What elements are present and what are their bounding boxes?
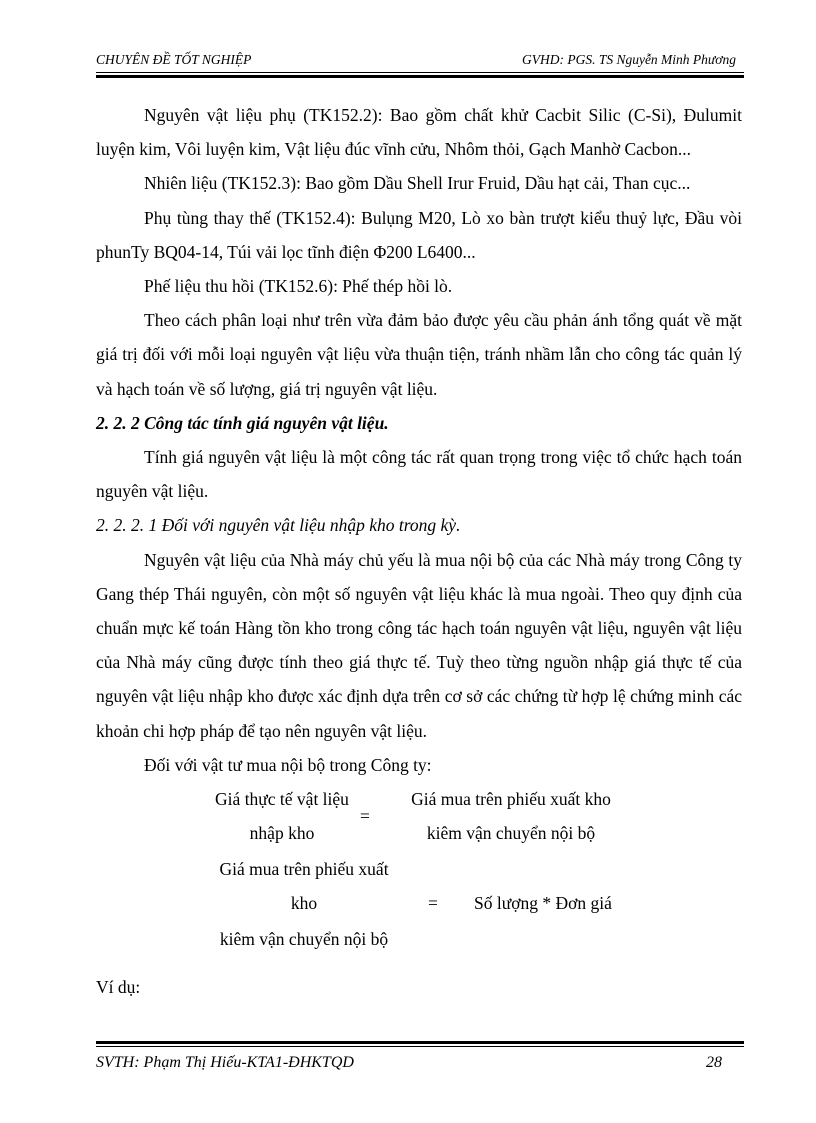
- paragraph-internal-purchase: Nguyên vật liệu của Nhà máy chủ yếu là mua nội bộ của các Nhà máy trong Công ty Gang thép Thái nguyên, còn một số nguyên vật liệu khác là mua ngoài. Theo quy định của chuẩn mực kế toán Hàng tồn kho trong công tác hạch toán nguyên vật liệu, nguyên vật liệu của Nhà máy cũng được tính theo giá thực tế. Tuỳ theo từng nguồn nhập giá thực tế của nguyên vật liệu nhập kho được xác định dựa trên cơ sở các chứng từ hợp lệ chứng minh các khoản chi hợp pháp để tạo nên nguyên vật liệu.: [96, 549, 742, 741]
- header-advisor: GVHD: PGS. TS Nguyễn Minh Phương: [521, 52, 736, 67]
- formula1-right-line2: kiêm vận chuyển nội bộ: [426, 823, 596, 844]
- paragraph-scrap: Phế liệu thu hồi (TK152.6): Phế thép hồi lò.: [144, 276, 453, 297]
- formula2-left-line1: Giá mua trên phiếu xuất: [219, 859, 389, 880]
- paragraph-pricing-intro: Tính giá nguyên vật liệu là một công tác rất quan trọng trong việc tổ chức hạch toán nguyên vật liệu.: [96, 447, 742, 502]
- header-title: CHUYÊN ĐỀ TỐT NGHIỆP: [96, 52, 252, 67]
- paragraph-internal-supplies: Đối với vật tư mua nội bộ trong Công ty:: [144, 754, 432, 775]
- formula2-right: Số lượng * Đơn giá: [474, 893, 612, 914]
- pricing-formula: [96, 782, 742, 1012]
- header-rule-thick: [96, 75, 744, 78]
- footer-rule-thick: [96, 1041, 744, 1044]
- page-body: [96, 98, 742, 1012]
- header-rule-thin: [96, 72, 744, 73]
- example-label: Ví dụ:: [96, 977, 141, 998]
- formula1-equals: =: [360, 806, 370, 827]
- paragraph-spare-parts: Phụ tùng thay thế (TK152.4): Bulụng M20, Lò xo bàn trượt kiểu thuỷ lực, Đầu vòi phunTy BQ04-14, Túi vải lọc tĩnh điện Φ200 L6400...: [96, 207, 742, 262]
- paragraph-classification: Theo cách phân loại như trên vừa đảm bảo được yêu cầu phản ánh tổng quát về mặt giá trị đối với mỗi loại nguyên vật liệu vừa thuận tiện, tránh nhầm lẫn cho công tác quản lý và hạch toán về số lượng, giá trị nguyên vật liệu.: [96, 310, 742, 399]
- formula2-left-line3: kiêm vận chuyển nội bộ: [219, 929, 389, 950]
- formula2-left-line2: kho: [290, 893, 318, 914]
- footer-student: SVTH: Phạm Thị Hiếu-KTA1-ĐHKTQD: [96, 1054, 354, 1071]
- formula1-left-line1: Giá thực tế vật liệu: [215, 789, 349, 810]
- formula1-left-line2: nhập kho: [249, 823, 315, 844]
- paragraph-auxiliary-materials: Nguyên vật liệu phụ (TK152.2): Bao gồm chất khử Cacbit Silic (C-Si), Đulumit luyện kim, Vôi luyện kim, Vật liệu đúc vĩnh cửu, Nhôm thỏi, Gạch Manhờ Cacbon...: [96, 105, 742, 160]
- footer-rule-thin: [96, 1046, 744, 1047]
- section-heading: 2. 2. 2 Công tác tính giá nguyên vật liệu.: [96, 412, 389, 433]
- page-header: [96, 48, 736, 70]
- formula2-equals: =: [428, 893, 438, 914]
- subsection-heading: 2. 2. 2. 1 Đối với nguyên vật liệu nhập kho trong kỳ.: [96, 515, 461, 536]
- paragraph-fuel: Nhiên liệu (TK152.3): Bao gồm Dầu Shell Irur Fruid, Dầu hạt cải, Than cục...: [144, 173, 691, 194]
- formula1-right-line1: Giá mua trên phiếu xuất kho: [411, 789, 611, 810]
- page-number: 28: [706, 1054, 722, 1071]
